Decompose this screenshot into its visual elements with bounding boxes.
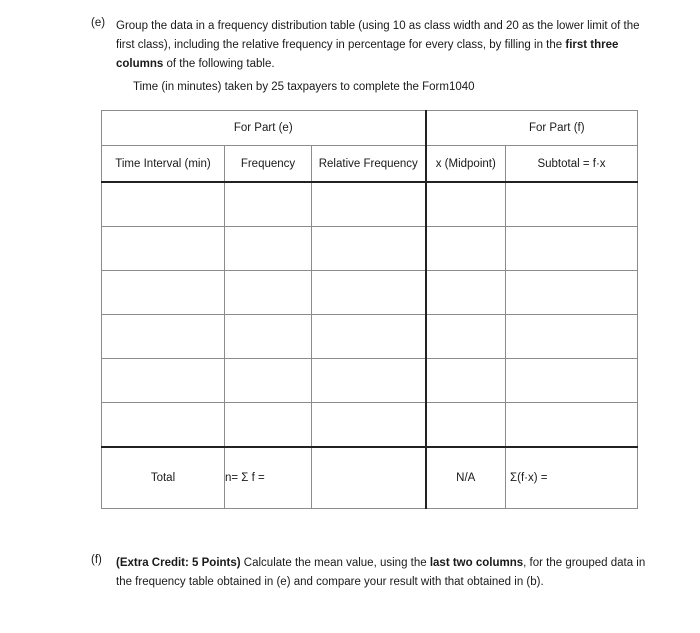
table-row	[102, 271, 638, 315]
frequency-sum-label: n= Σ f =	[225, 447, 312, 509]
cell-interval[interactable]	[102, 227, 225, 271]
cell-midpoint[interactable]	[426, 403, 506, 448]
midpoint-total: N/A	[426, 447, 506, 509]
cell-interval[interactable]	[102, 315, 225, 359]
cell-frequency[interactable]	[225, 271, 312, 315]
header-subtotal: Subtotal = f·x	[506, 146, 638, 183]
cell-midpoint[interactable]	[426, 182, 506, 227]
part-f-header	[426, 111, 638, 146]
cell-midpoint[interactable]	[426, 359, 506, 403]
question-e-marker: (e)	[91, 17, 106, 29]
cell-relative-frequency[interactable]	[312, 227, 426, 271]
cell-subtotal[interactable]	[506, 182, 638, 227]
question-e-text-part2: of the following table.	[163, 58, 275, 70]
cell-interval[interactable]	[102, 359, 225, 403]
question-e-bold: first three columns	[116, 39, 619, 70]
cell-relative-frequency[interactable]	[312, 315, 426, 359]
cell-relative-frequency[interactable]	[312, 359, 426, 403]
cell-relative-frequency[interactable]	[312, 182, 426, 227]
cell-subtotal[interactable]	[506, 227, 638, 271]
header-time-interval: Time Interval (min)	[102, 146, 225, 183]
question-f-bold-columns: last two columns	[429, 557, 524, 569]
table-caption: Time (in minutes) taken by 25 taxpayers to complete the Form1040	[133, 81, 475, 93]
cell-relative-frequency[interactable]	[312, 403, 426, 448]
cell-frequency[interactable]	[225, 182, 312, 227]
cell-midpoint[interactable]	[426, 271, 506, 315]
cell-subtotal[interactable]	[506, 271, 638, 315]
cell-subtotal[interactable]	[506, 403, 638, 448]
part-f-label: For Part (f)	[528, 122, 585, 134]
cell-frequency[interactable]	[225, 359, 312, 403]
question-f-text	[116, 554, 661, 592]
table-header-row	[102, 146, 638, 183]
question-e-text	[116, 17, 656, 74]
cell-interval[interactable]	[102, 182, 225, 227]
cell-subtotal[interactable]	[506, 359, 638, 403]
table-row	[102, 315, 638, 359]
cell-interval[interactable]	[102, 403, 225, 448]
cell-frequency[interactable]	[225, 403, 312, 448]
cell-frequency[interactable]	[225, 227, 312, 271]
table-row	[102, 359, 638, 403]
question-f-bold-credit: (Extra Credit: 5 Points)	[116, 557, 241, 569]
table-row	[102, 182, 638, 227]
cell-subtotal[interactable]	[506, 315, 638, 359]
header-relative-frequency: Relative Frequency	[312, 146, 426, 183]
cell-frequency[interactable]	[225, 315, 312, 359]
cell-interval[interactable]	[102, 271, 225, 315]
table-row	[102, 227, 638, 271]
question-f-marker: (f)	[91, 554, 102, 566]
frequency-table	[101, 110, 638, 509]
question-f-text-part2: , for the grouped data in the frequency table obtained in (e) and compare your result with that obtained in (b).	[116, 557, 646, 588]
question-e-text-part1: Group the data in a frequency distribution table (using 10 as class width and 20 as the lower limit of the first class), including the relative frequency in percentage for every class, by filling in the	[116, 20, 640, 51]
header-frequency: Frequency	[225, 146, 312, 183]
cell-relative-frequency[interactable]	[312, 271, 426, 315]
table-part-row	[102, 111, 638, 146]
cell-midpoint[interactable]	[426, 227, 506, 271]
header-midpoint: x (Midpoint)	[426, 146, 506, 183]
cell-relative-frequency-total[interactable]	[312, 447, 426, 509]
part-e-header: For Part (e)	[102, 111, 426, 146]
question-f-text-part1: Calculate the mean value, using the	[240, 557, 430, 569]
cell-midpoint[interactable]	[426, 315, 506, 359]
total-label: Total	[102, 447, 225, 509]
table-total-row	[102, 447, 638, 509]
table-row	[102, 403, 638, 448]
subtotal-sum-label: Σ(f·x) =	[506, 447, 638, 509]
